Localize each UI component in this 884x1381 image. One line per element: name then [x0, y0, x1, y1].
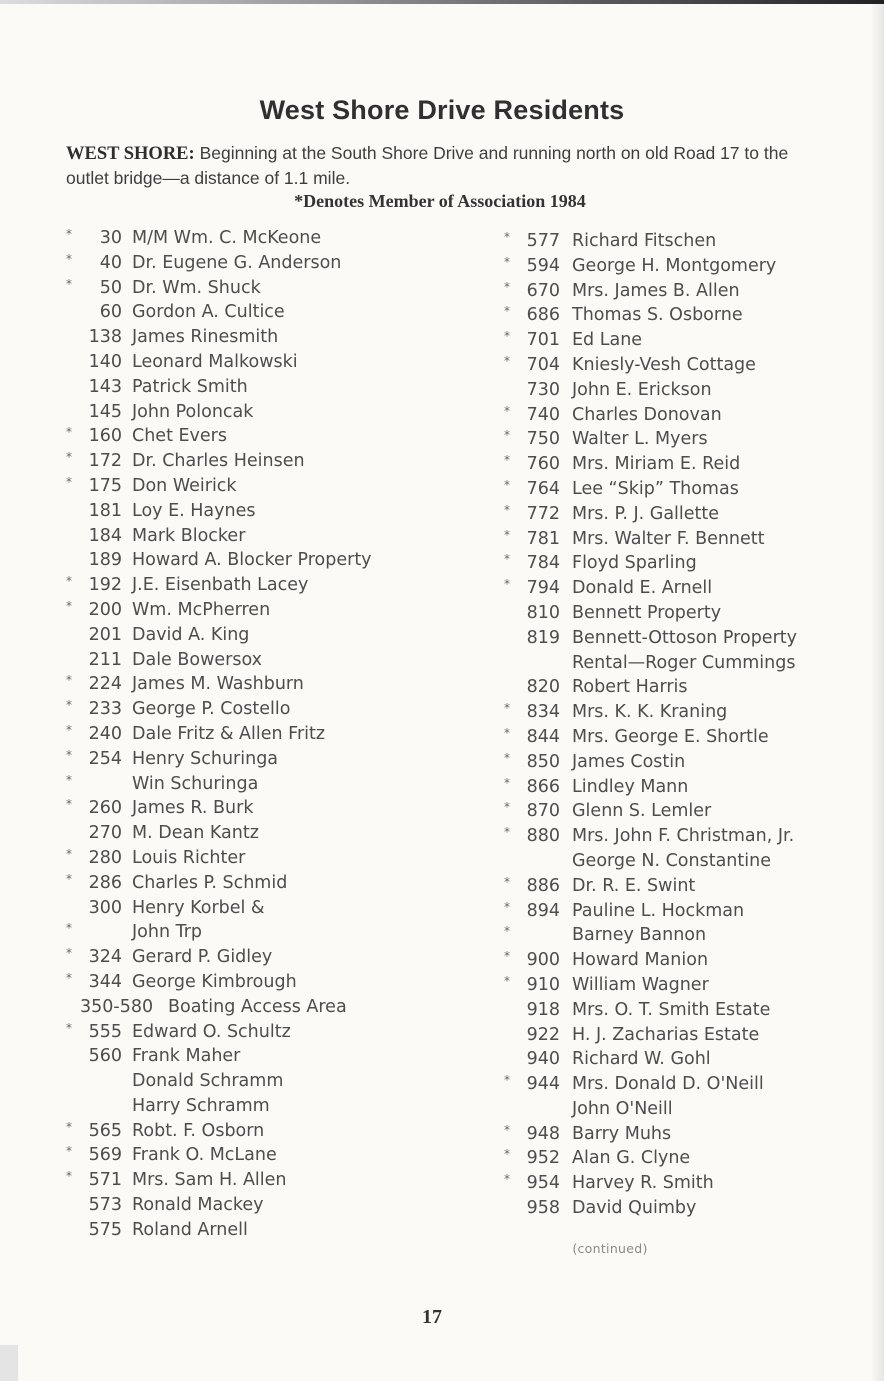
lot-number: 870 — [526, 801, 560, 822]
resident-entry — [60, 846, 440, 871]
resident-entry — [498, 948, 858, 973]
resident-entry — [498, 899, 858, 924]
lot-number: 181 — [88, 500, 122, 521]
lot-number: 944 — [526, 1074, 560, 1095]
resident-name: Dr. Eugene G. Anderson — [132, 252, 342, 273]
resident-name: Bennett Property — [572, 602, 722, 623]
resident-entry — [60, 1044, 440, 1069]
resident-entry — [498, 1023, 858, 1048]
member-asterisk: * — [504, 1172, 510, 1187]
resident-name: Donald Schramm — [132, 1071, 284, 1092]
member-legend: *Denotes Member of Association 1984 — [294, 191, 586, 211]
lot-number: 900 — [526, 950, 560, 971]
member-asterisk: * — [504, 230, 510, 244]
lot-number: 50 — [99, 277, 122, 298]
resident-name: George Kimbrough — [132, 971, 297, 992]
page-top-edge — [0, 0, 884, 4]
lot-number: 686 — [526, 305, 560, 326]
resident-name: Barry Muhs — [572, 1123, 672, 1144]
resident-entry — [60, 325, 440, 350]
resident-name: Mark Blocker — [132, 525, 246, 546]
member-asterisk: * — [504, 725, 510, 740]
member-asterisk: * — [66, 474, 72, 489]
lot-number: 573 — [88, 1195, 122, 1216]
lot-number: 201 — [88, 624, 122, 645]
resident-entry — [60, 722, 440, 747]
member-asterisk: * — [504, 924, 510, 939]
resident-name: Mrs. Walter F. Bennett — [572, 528, 765, 549]
resident-name: Mrs. K. K. Kraning — [572, 702, 728, 723]
resident-entry — [60, 1020, 440, 1045]
lot-number: 175 — [88, 475, 122, 496]
lot-number: 140 — [88, 351, 122, 372]
lot-number: 224 — [88, 674, 122, 695]
member-asterisk: * — [504, 279, 510, 294]
resident-entry — [498, 923, 858, 948]
resident-entry — [498, 1171, 858, 1196]
lot-number: 918 — [526, 999, 560, 1020]
resident-entry — [60, 871, 440, 896]
intro-label: WEST SHORE: — [66, 144, 195, 164]
member-asterisk: * — [504, 527, 510, 542]
member-asterisk: * — [66, 722, 72, 737]
lot-number: 781 — [526, 528, 560, 549]
member-asterisk: * — [66, 227, 72, 241]
lot-number: 324 — [88, 947, 122, 968]
resident-entry — [498, 775, 858, 800]
member-asterisk: * — [66, 251, 72, 266]
resident-entry — [60, 276, 440, 301]
resident-name: James M. Washburn — [132, 674, 304, 695]
member-asterisk: * — [504, 1073, 510, 1088]
resident-entry — [498, 527, 858, 552]
resident-name: Mrs. John F. Christman, Jr. — [572, 826, 795, 847]
resident-entry — [60, 350, 440, 375]
member-asterisk: * — [504, 750, 510, 765]
resident-name: John O'Neill — [572, 1098, 673, 1119]
page-title: West Shore Drive Residents — [259, 95, 625, 125]
resident-name: Dr. Charles Heinsen — [132, 451, 305, 472]
member-asterisk: * — [504, 453, 510, 468]
resident-name: Floyd Sparling — [572, 553, 697, 574]
resident-entry — [498, 874, 858, 899]
lot-number: 764 — [526, 478, 560, 499]
lot-number: 569 — [88, 1145, 122, 1166]
lot-number: 958 — [526, 1198, 560, 1219]
lot-number: 954 — [526, 1173, 560, 1194]
resident-name: Mrs. Donald D. O'Neill — [572, 1074, 764, 1095]
lot-number: 145 — [88, 401, 122, 422]
resident-name: Dr. Wm. Shuck — [132, 277, 261, 298]
resident-name: Gerard P. Gidley — [132, 947, 273, 968]
resident-name: Mrs. Miriam E. Reid — [572, 454, 741, 475]
lot-number: 701 — [526, 330, 560, 351]
resident-name: Robert Harris — [572, 677, 688, 698]
member-asterisk: * — [66, 673, 72, 688]
resident-name: M. Dean Kantz — [132, 823, 259, 844]
resident-entry — [60, 474, 440, 499]
lot-number: 571 — [88, 1170, 122, 1191]
lot-number: 240 — [88, 723, 122, 744]
member-asterisk: * — [504, 304, 510, 319]
resident-entry — [498, 973, 858, 998]
resident-name: George H. Montgomery — [572, 255, 777, 276]
lot-number: 270 — [88, 823, 122, 844]
lot-number: 820 — [526, 677, 560, 698]
resident-name: Donald E. Arnell — [572, 578, 713, 599]
lot-number: 784 — [526, 553, 560, 574]
lot-number: 40 — [99, 252, 122, 273]
resident-name: Rental—Roger Cummings — [572, 652, 796, 673]
resident-name: Mrs. James B. Allen — [572, 280, 740, 301]
lot-number: 192 — [88, 575, 122, 596]
resident-entry — [60, 1119, 440, 1144]
resident-entry — [60, 697, 440, 722]
lot-number: 760 — [526, 454, 560, 475]
resident-name: Mrs. O. T. Smith Estate — [572, 999, 771, 1020]
resident-entry — [60, 1069, 440, 1094]
resident-name: George N. Constantine — [572, 850, 771, 871]
resident-entry — [498, 254, 858, 279]
resident-name: Mrs. Sam H. Allen — [132, 1170, 287, 1191]
member-asterisk: * — [66, 747, 72, 762]
resident-entry — [498, 303, 858, 328]
resident-name: Patrick Smith — [132, 376, 248, 397]
member-asterisk: * — [66, 425, 72, 440]
resident-entry — [60, 548, 440, 573]
resident-name: Bennett-Ottoson Property — [572, 627, 797, 648]
lot-number: 350-580 — [80, 996, 154, 1017]
resident-entry — [60, 945, 440, 970]
lot-number: 880 — [526, 826, 560, 847]
resident-name: Mrs. P. J. Gallette — [572, 503, 720, 524]
lot-number: 30 — [99, 228, 122, 248]
lot-number: 138 — [88, 327, 122, 348]
member-asterisk: * — [504, 254, 510, 269]
resident-entry — [60, 226, 440, 251]
lot-number: 560 — [88, 1046, 122, 1067]
member-asterisk: * — [66, 871, 72, 886]
resident-name: Harvey R. Smith — [572, 1173, 714, 1194]
resident-name: M/M Wm. C. McKeone — [132, 228, 322, 248]
resident-entry — [60, 995, 440, 1020]
lot-number: 704 — [526, 354, 560, 375]
resident-entry — [498, 403, 858, 428]
resident-entry — [60, 449, 440, 474]
resident-entry — [60, 524, 440, 549]
resident-entry — [498, 1097, 858, 1122]
resident-entry — [60, 747, 440, 772]
resident-name: Gordon A. Cultice — [132, 302, 285, 323]
member-asterisk: * — [66, 921, 72, 936]
resident-entry — [498, 1196, 858, 1221]
lot-number: 772 — [526, 503, 560, 524]
resident-entry — [498, 626, 858, 651]
lot-number: 300 — [88, 897, 122, 918]
resident-entry — [498, 1047, 858, 1072]
member-asterisk: * — [504, 973, 510, 988]
lot-number: 948 — [526, 1123, 560, 1144]
resident-entry — [498, 750, 858, 775]
resident-entry — [60, 772, 440, 797]
resident-name: Lee “Skip” Thomas — [572, 478, 739, 499]
resident-entry — [498, 576, 858, 601]
resident-name: Richard Fitschen — [572, 231, 717, 251]
lot-number: 160 — [88, 426, 122, 447]
lot-number: 172 — [88, 451, 122, 472]
lot-number: 211 — [88, 649, 122, 670]
member-asterisk: * — [66, 797, 72, 812]
resident-entry — [60, 920, 440, 945]
resident-entry — [60, 648, 440, 673]
resident-name: Mrs. George E. Shortle — [572, 726, 769, 747]
lot-number: 886 — [526, 875, 560, 896]
member-asterisk: * — [66, 946, 72, 961]
resident-name: Loy E. Haynes — [132, 500, 256, 521]
resident-entry — [498, 328, 858, 353]
member-asterisk: * — [504, 329, 510, 344]
lot-number: 834 — [526, 702, 560, 723]
resident-name: Pauline L. Hockman — [572, 900, 745, 921]
resident-name: Don Weirick — [132, 475, 237, 496]
lot-number: 594 — [526, 255, 560, 276]
resident-name: Kniesly-Vesh Cottage — [572, 354, 756, 375]
resident-entry — [60, 499, 440, 524]
member-asterisk: * — [66, 970, 72, 985]
lot-number: 940 — [526, 1049, 560, 1070]
resident-name: John Poloncak — [132, 401, 254, 422]
lot-number: 670 — [526, 280, 560, 301]
member-asterisk: * — [504, 353, 510, 368]
continued-note: (continued) — [572, 1241, 648, 1256]
resident-entry — [498, 378, 858, 403]
resident-name: James Rinesmith — [132, 327, 279, 348]
lot-number: 286 — [88, 872, 122, 893]
resident-name: Thomas S. Osborne — [572, 305, 743, 326]
resident-entry — [498, 799, 858, 824]
resident-name: Dale Fritz & Allen Fritz — [132, 723, 326, 744]
resident-name: Henry Korbel & — [132, 897, 265, 918]
resident-name: Glenn S. Lemler — [572, 801, 712, 822]
resident-entry — [60, 1094, 440, 1119]
resident-entry — [60, 796, 440, 821]
lot-number: 280 — [88, 847, 122, 868]
member-asterisk: * — [66, 1144, 72, 1159]
resident-name: Frank Maher — [132, 1046, 241, 1067]
resident-name: David Quimby — [572, 1198, 697, 1219]
resident-entry — [60, 424, 440, 449]
resident-name: John Trp — [132, 922, 203, 943]
member-asterisk: * — [66, 574, 72, 589]
member-asterisk: * — [504, 428, 510, 443]
member-asterisk: * — [504, 1122, 510, 1137]
residents-list-right — [498, 229, 858, 1221]
member-asterisk: * — [504, 403, 510, 418]
resident-entry — [60, 1193, 440, 1218]
resident-entry — [60, 672, 440, 697]
lot-number: 794 — [526, 578, 560, 599]
resident-entry — [60, 1218, 440, 1243]
member-asterisk: * — [66, 846, 72, 861]
member-asterisk: * — [504, 477, 510, 492]
resident-name: Barney Bannon — [572, 925, 707, 946]
resident-name: Leonard Malkowski — [132, 351, 298, 372]
resident-entry — [60, 821, 440, 846]
resident-entry — [498, 551, 858, 576]
resident-entry — [60, 598, 440, 623]
lot-number: 260 — [88, 798, 122, 819]
resident-name: Roland Arnell — [132, 1219, 248, 1240]
member-asterisk: * — [66, 772, 72, 787]
lot-number: 577 — [526, 231, 560, 251]
resident-entry — [498, 1122, 858, 1147]
lot-number: 555 — [88, 1021, 122, 1042]
resident-name: Henry Schuringa — [132, 748, 279, 769]
member-asterisk: * — [504, 949, 510, 964]
resident-name: Boating Access Area — [168, 996, 347, 1017]
residents-list-left — [60, 226, 440, 1243]
resident-name: Ed Lane — [572, 330, 643, 351]
member-asterisk: * — [504, 825, 510, 840]
resident-name: James R. Burk — [132, 798, 254, 819]
resident-name: Harry Schramm — [132, 1095, 270, 1116]
member-asterisk: * — [504, 874, 510, 889]
lot-number: 233 — [88, 699, 122, 720]
page-number: 17 — [422, 1306, 442, 1328]
resident-name: Howard Manion — [572, 950, 709, 971]
resident-entry — [498, 849, 858, 874]
resident-name: Charles P. Schmid — [132, 872, 288, 893]
resident-entry — [498, 601, 858, 626]
resident-entry — [498, 725, 858, 750]
resident-name: Lindley Mann — [572, 776, 689, 797]
lot-number: 952 — [526, 1148, 560, 1169]
resident-name: Charles Donovan — [572, 404, 722, 425]
resident-name: Robt. F. Osborn — [132, 1120, 265, 1141]
resident-entry — [60, 896, 440, 921]
lot-number: 200 — [88, 599, 122, 620]
resident-entry — [60, 970, 440, 995]
lot-number: 819 — [526, 627, 560, 648]
resident-name: Alan G. Clyne — [572, 1148, 691, 1169]
resident-entry — [60, 375, 440, 400]
resident-name: James Costin — [572, 751, 686, 772]
resident-name: George P. Costello — [132, 699, 291, 720]
resident-entry — [60, 1143, 440, 1168]
resident-name: John E. Erickson — [572, 379, 712, 400]
member-asterisk: * — [66, 698, 72, 713]
lot-number: 922 — [526, 1024, 560, 1045]
member-asterisk: * — [504, 800, 510, 815]
resident-entry — [498, 502, 858, 527]
resident-entry — [60, 623, 440, 648]
resident-name: Dale Bowersox — [132, 649, 263, 670]
resident-name: Frank O. McLane — [132, 1145, 277, 1166]
resident-name: Richard W. Gohl — [572, 1049, 711, 1070]
lot-number: 344 — [88, 971, 122, 992]
resident-entry — [60, 300, 440, 325]
resident-entry — [60, 1168, 440, 1193]
resident-name: H. J. Zacharias Estate — [572, 1024, 760, 1045]
intro-paragraph — [66, 141, 826, 190]
lot-number: 254 — [88, 748, 122, 769]
lot-number: 894 — [526, 900, 560, 921]
resident-entry — [60, 573, 440, 598]
resident-entry — [498, 279, 858, 304]
resident-entry — [498, 229, 858, 254]
resident-entry — [498, 998, 858, 1023]
resident-name: Edward O. Schultz — [132, 1021, 291, 1042]
lot-number: 740 — [526, 404, 560, 425]
resident-entry — [498, 651, 858, 676]
lot-number: 575 — [88, 1219, 122, 1240]
lot-number: 810 — [526, 602, 560, 623]
resident-entry — [60, 400, 440, 425]
lot-number: 730 — [526, 379, 560, 400]
lot-number: 143 — [88, 376, 122, 397]
resident-entry — [60, 251, 440, 276]
member-asterisk: * — [504, 552, 510, 567]
resident-name: William Wagner — [572, 974, 709, 995]
member-asterisk: * — [66, 1119, 72, 1134]
lot-number: 844 — [526, 726, 560, 747]
resident-entry — [498, 824, 858, 849]
lot-number: 60 — [99, 302, 122, 323]
resident-name: Win Schuringa — [132, 773, 259, 794]
member-asterisk: * — [504, 701, 510, 716]
member-asterisk: * — [66, 450, 72, 465]
member-asterisk: * — [66, 1020, 72, 1035]
member-asterisk: * — [504, 775, 510, 790]
resident-name: Wm. McPherren — [132, 599, 271, 620]
resident-entry — [498, 477, 858, 502]
intro-text: Beginning at the South Shore Drive and running north on old Road 17 to the outlet bridge—a distance of 1.1 mile. — [66, 143, 789, 188]
resident-entry — [498, 1146, 858, 1171]
resident-name: Louis Richter — [132, 847, 246, 868]
resident-name: Chet Evers — [132, 426, 227, 447]
resident-name: Dr. R. E. Swint — [572, 875, 696, 896]
lot-number: 910 — [526, 974, 560, 995]
page-corner-shadow — [0, 1345, 18, 1381]
resident-entry — [498, 675, 858, 700]
lot-number: 565 — [88, 1120, 122, 1141]
member-asterisk: * — [504, 899, 510, 914]
member-asterisk: * — [66, 598, 72, 613]
member-asterisk: * — [504, 1147, 510, 1162]
lot-number: 866 — [526, 776, 560, 797]
resident-entry — [498, 452, 858, 477]
resident-name: Ronald Mackey — [132, 1195, 264, 1216]
resident-name: David A. King — [132, 624, 250, 645]
member-asterisk: * — [504, 502, 510, 517]
resident-name: J.E. Eisenbath Lacey — [132, 575, 309, 596]
resident-entry — [498, 353, 858, 378]
lot-number: 184 — [88, 525, 122, 546]
lot-number: 750 — [526, 429, 560, 450]
lot-number: 189 — [88, 550, 122, 571]
member-asterisk: * — [504, 577, 510, 592]
resident-entry — [498, 427, 858, 452]
resident-entry — [498, 1072, 858, 1097]
lot-number: 850 — [526, 751, 560, 772]
member-asterisk: * — [66, 276, 72, 291]
resident-name: Walter L. Myers — [572, 429, 708, 450]
resident-name: Howard A. Blocker Property — [132, 550, 372, 571]
resident-entry — [498, 700, 858, 725]
member-asterisk: * — [66, 1169, 72, 1184]
